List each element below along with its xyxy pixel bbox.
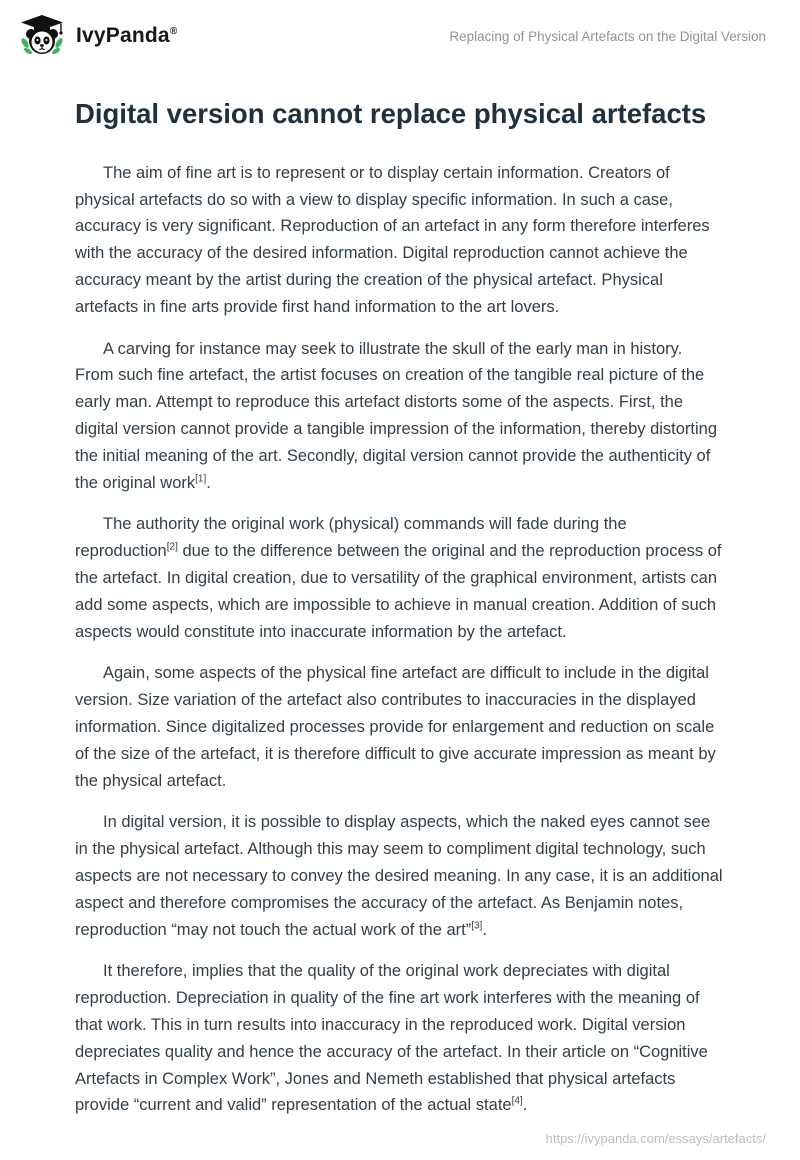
footnote-marker: [2] <box>166 541 178 553</box>
footnote-marker: [1] <box>195 473 207 485</box>
paragraph: The authority the original work (physical) commands will fade during the reproduction[2] due to the difference between the original and the reproduction process of the artefact. In digital creation, due to versatility of the graphical environment, artists can add some aspects, which are impossible to achieve in manual creation. Addition of such aspects would constitute into inaccurate information by the artefact. <box>75 515 722 641</box>
footnote-marker: [4] <box>511 1095 523 1107</box>
registered-mark: ® <box>169 26 178 37</box>
article-heading: Digital version cannot replace physical artefacts <box>75 98 707 129</box>
source-url: https://ivypanda.com/essays/artefacts/ <box>545 1131 766 1146</box>
page-header <box>0 0 800 60</box>
brand-name <box>76 24 177 48</box>
footnote-marker: [3] <box>471 920 483 932</box>
paragraph: The aim of fine art is to represent or to display certain information. Creators of physical artefacts do so with a view to display specific information. In such a case, accuracy is very significant. Reproduction of an artefact in any form therefore interferes with the accuracy of the desired information. Digital reproduction cannot achieve the accuracy meant by the artist during the creation of the physical artefact. Physical artefacts in fine arts provide first hand information to the art lovers. <box>75 163 710 316</box>
paragraphs <box>75 160 724 1119</box>
paragraph: It therefore, implies that the quality of the original work depreciates with digital reproduction. Depreciation in quality of the fine art work interferes with the meaning of that work. This in turn results into inaccuracy in the reproduced work. Digital version depreciates quality and hence the accuracy of the artefact. In their article on “Cognitive Artefacts in Complex Work”, Jones and Nemeth established that physical artefacts provide “current and valid” representation of the actual state[4]. <box>75 962 708 1115</box>
brand <box>18 12 177 60</box>
document-title: Replacing of Physical Artefacts on the Digital Version <box>449 28 766 44</box>
paragraph: In digital version, it is possible to display aspects, which the naked eyes cannot see in the physical artefact. Although this may seem to compliment digital technology, such aspects are not necessary to convey the desired meaning. In any case, it is an additional aspect and therefore compromises the accuracy of the artefact. As Benjamin notes, reproduction “may not touch the actual work of the art”[3]. <box>75 813 723 939</box>
article <box>0 94 800 1119</box>
ivypanda-panda-logo-icon <box>18 12 66 60</box>
paragraph: Again, some aspects of the physical fine artefact are difficult to include in the digital version. Size variation of the artefact also contributes to inaccuracies in the displayed information. Since digitalized processes provide for enlargement and reduction on scale of the size of the artefact, it is therefore difficult to give accurate impression as meant by the physical artefact. <box>75 664 716 790</box>
paragraph: A carving for instance may seek to illustrate the skull of the early man in history. From such fine artefact, the artist focuses on creation of the tangible real picture of the early man. Attempt to reproduce this artefact distorts some of the aspects. First, the digital version cannot provide a tangible impression of the information, thereby distorting the initial meaning of the art. Secondly, digital version cannot provide the authenticity of the original work[1]. <box>75 339 718 492</box>
brand-text: IvyPanda <box>76 24 170 47</box>
